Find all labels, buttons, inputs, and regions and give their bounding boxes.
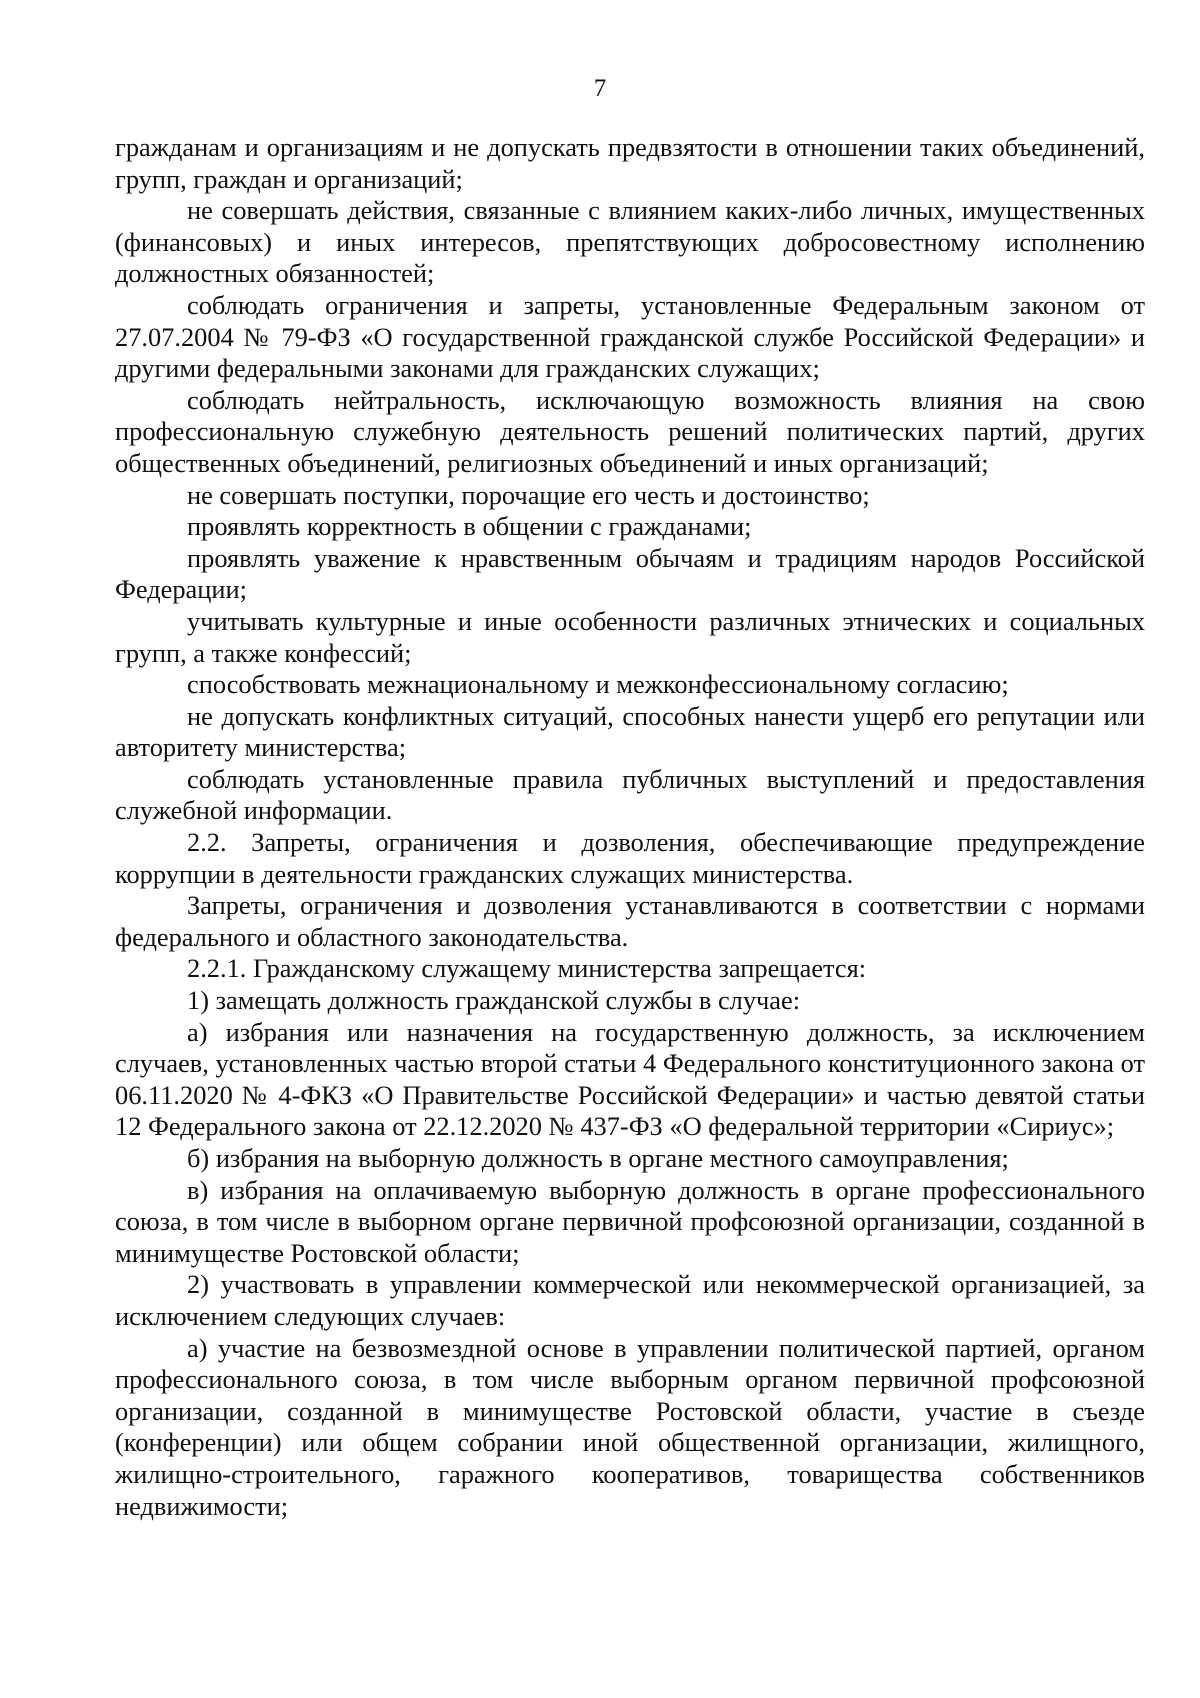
paragraph: соблюдать нейтральность, исключающую возможность влияния на свою профессиональную служебную деятельность решений политических партий, других общественных объединений, религиозных объединений и иных организаций; [115,384,1145,478]
paragraph: соблюдать ограничения и запреты, установленные Федеральным законом от 27.07.2004 № 79-ФЗ «О государственной гражданской службе Российской Федерации» и другими федеральными законами для гражданских служащих; [115,289,1145,384]
paragraph: не совершать поступки, порочащие его честь и достоинство; [187,479,870,510]
paragraph: учитывать культурные и иные особенности различных этнических и социальных групп, а также конфессий; [115,605,1145,668]
list-item: б) избрания на выборную должность в органе местного самоуправления; [187,1143,1009,1173]
page-number: 7 [593,75,607,102]
paragraph: соблюдать установленные правила публичных выступлений и предоставления служебной информации. [115,763,1145,826]
paragraph: проявлять уважение к нравственным обычаям и традициям народов Российской Федерации; [115,542,1145,605]
document-body [115,132,1145,1522]
paragraph: способствовать межнациональному и межконфессиональному согласию; [187,669,1009,700]
paragraph: Запреты, ограничения и дозволения устанавливаются в соответствии с нормами федерального и областного законодательства. [115,890,1145,952]
paragraph: проявлять корректность в общении с гражданами; [187,511,752,542]
list-item: 1) замещать должность гражданской службы в случае: [187,985,801,1016]
list-item: а) избрания или назначения на государственную должность, за исключением случаев, установленных частью второй статьи 4 Федерального конституционного закона от 06.11.2020 № 4-ФКЗ «О Правительстве Российской Федерации» и частью девятой статьи 12 Федерального закона от 22.12.2020 № 437-ФЗ «О федеральной территории «Сириус»; [115,1016,1145,1142]
list-item: 2) участвовать в управлении коммерческой или некоммерческой организацией, за исключением следующих случаев: [115,1269,1145,1331]
paragraph: не допускать конфликтных ситуаций, способных нанести ущерб его репутации или авторитету министерства; [115,700,1145,763]
list-item: а) участие на безвозмездной основе в управлении политической партией, органом профессионального союза, в том числе выборным органом первичной профсоюзной организации, созданной в минимуществе Ростовской области, участие в съезде (конференции) или общем собрании иной общественной организации, жилищного, жилищно-строительного, гаражного кооперативов, товарищества собственников недвижимости; [115,1332,1145,1521]
paragraph-continuation: гражданам и организациям и не допускать предвзятости в отношении таких объединений, групп, граждан и организаций; [115,132,1145,194]
section-heading-2-2: 2.2. Запреты, ограничения и дозволения, обеспечивающие предупреждение коррупции в деятельности гражданских служащих министерства. [115,827,1145,889]
section-heading-2-2-1: 2.2.1. Гражданскому служащему министерства запрещается: [187,953,867,984]
list-item: в) избрания на оплачиваемую выборную должность в органе профессионального союза, в том числе в выборном органе первичной профсоюзной организации, созданной в минимуществе Ростовской области; [115,1174,1145,1268]
paragraph: не совершать действия, связанные с влиянием каких-либо личных, имущественных (финансовых) и иных интересов, препятствующих добросовестному исполнению должностных обязанностей; [115,195,1145,289]
